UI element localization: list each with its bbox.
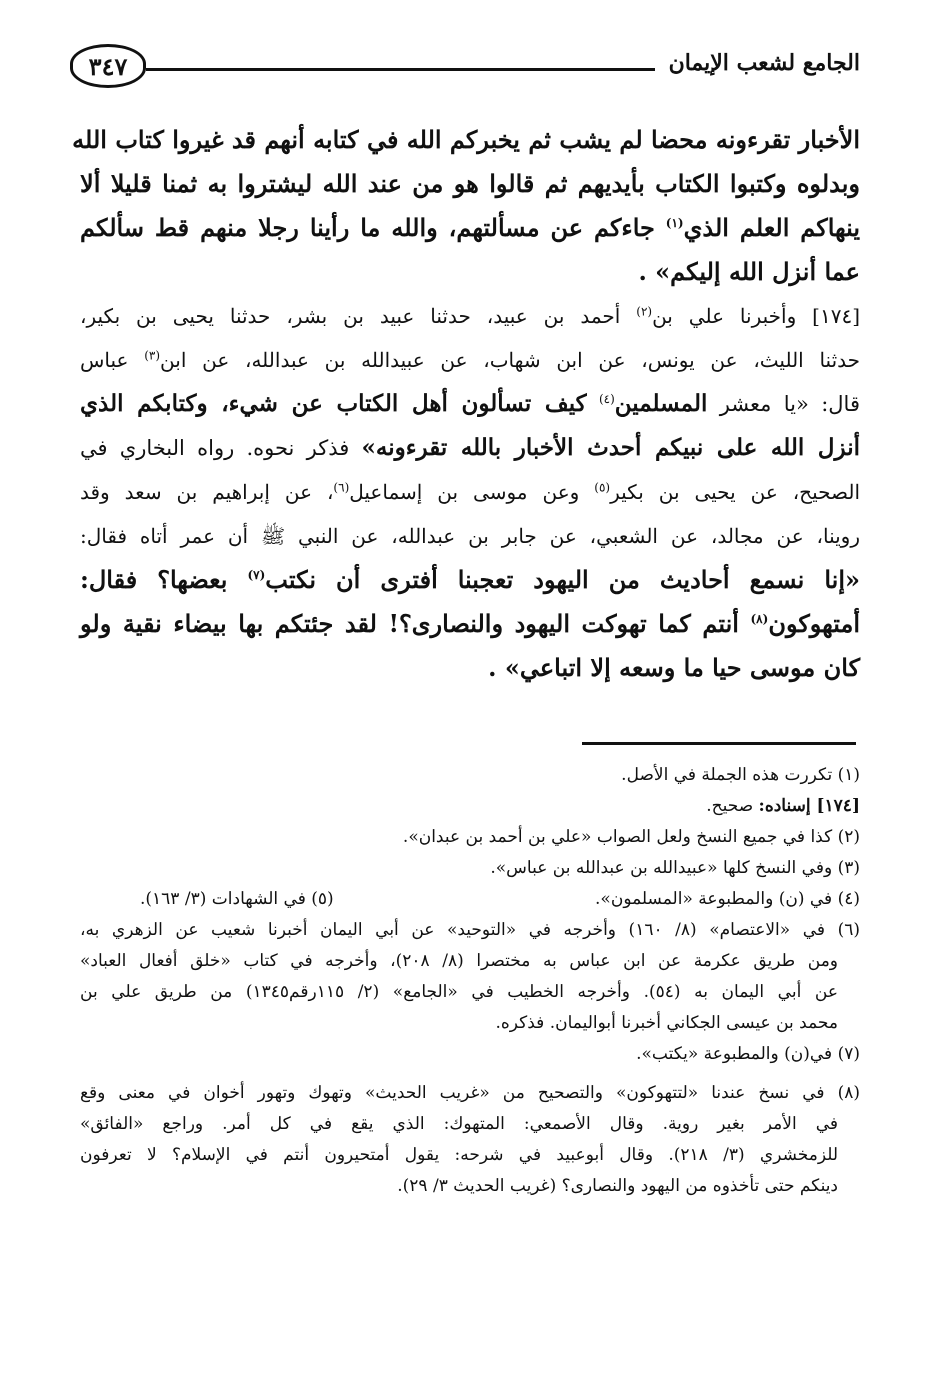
footnote-3: (٣) وفي النسخ كلها «عبيدالله بن عبدالله بن عباس».	[490, 858, 860, 878]
text-line	[80, 338, 860, 382]
text-segment: ينهاكم العلم الذي	[683, 213, 861, 242]
footnote-2: (٢) كذا في جميع النسخ ولعل الصواب «علي بن أحمد بن عبدان».	[402, 827, 860, 847]
text-segment: فذكر نحوه. رواه البخاري في	[80, 436, 350, 460]
footnotes	[80, 760, 860, 1202]
spacer	[80, 1070, 860, 1078]
footnote-8-line: (٨) في نسخ عندنا «لتتهوكون» والتصحيح من «غريب الحديث» وتهوك وتهور أخوان في معنى وقع	[80, 1083, 860, 1103]
footnote-1: (١) تكررت هذه الجملة في الأصل.	[621, 765, 860, 785]
text-line: كان موسى حيا ما وسعه إلا اتباعي» .	[488, 653, 860, 682]
running-title: الجامع لشعب الإيمان	[668, 50, 860, 76]
footnote-4: (٤) في (ن) والمطبوعة «المسلمون».	[595, 889, 860, 909]
text-line	[80, 206, 860, 250]
text-segment: بعضها؟ فقال:	[80, 565, 228, 594]
footnote-ref[interactable]: (١)	[665, 216, 684, 230]
footnote-pair	[80, 884, 860, 915]
text-segment: وعن موسى بن إسماعيل	[349, 480, 580, 504]
footnote-8-line: في الأمر بغير روية. وقال الأصمعي: المتهوك: الذي يقع في كل أمر. وراجع «الفائق»	[80, 1114, 838, 1134]
text-line	[80, 382, 860, 426]
footnote-ref[interactable]: (٢)	[636, 304, 653, 319]
text-segment: المسلمين	[614, 390, 708, 417]
footnote-8-line: دينكم حتى تأخذوه من اليهود والنصارى؟ (غريب الحديث ٣/ ٢٩).	[397, 1176, 838, 1196]
text-line	[80, 602, 860, 646]
text-segment: أحمد بن عبيد، حدثنا عبيد بن بشر، حدثنا يحيى بن بكير،	[80, 304, 621, 328]
footnote-8-line: للزمخشري (٣/ ٢١٨). وقال أبوعبيد في شرحه: يقول أمتحيرون أنتم في الإسلام؟ لا تعرفون	[80, 1145, 839, 1165]
text-line: وبدلوه وكتبوا الكتاب بأيديهم ثم قالوا هو من عند الله ليشتروا به ثمنا قليلا ألا	[80, 169, 860, 198]
text-segment: ، عن إبراهيم بن سعد وقد	[80, 480, 334, 504]
text-segment: أنتم كما تهوكت اليهود والنصارى؟! لقد جئتكم بها بيضاء نقية ولو	[80, 609, 739, 638]
text-line	[80, 558, 860, 602]
text-segment: حدثنا الليث، عن يونس، عن ابن شهاب، عن عبيدالله بن عبدالله، عن ابن	[160, 348, 860, 372]
footnote-174	[80, 791, 860, 822]
footnote-5: (٥) في الشهادات (٣/ ١٦٣).	[140, 889, 334, 909]
footnote-ref[interactable]: (٨)	[750, 612, 769, 626]
text-line: عما أنزل الله إليكم» .	[638, 257, 860, 286]
text-line: روينا، عن مجالد، عن الشعبي، عن جابر بن عبدالله، عن النبي ﷺ أن عمر أتاه فقال:	[80, 524, 860, 548]
text-segment: [١٧٤] وأخبرنا علي بن	[652, 304, 861, 328]
main-text	[72, 118, 861, 690]
text-segment: جاءكم عن مسألتهم، والله ما رأينا رجلا منهم قط سألكم	[80, 213, 655, 242]
footnote-ref[interactable]: (٥)	[594, 480, 611, 495]
footnote-ref[interactable]: (٤)	[598, 392, 615, 406]
footnote-ref[interactable]: (٧)	[247, 568, 266, 582]
footnote-6-line: (٦) في «الاعتصام» (٨/ ١٦٠) وأخرجه في «التوحيد» عن أبي اليمان أخبرنا شعيب عن الزهري به،	[80, 920, 861, 940]
text-segment: الصحيح، عن يحيى بن بكير	[610, 480, 861, 504]
footnote-6-line: عن أبي اليمان به (٥٤). وأخرجه الخطيب في «الجامع» (٢/ ١١٥رقم١٣٤٥) من طريق علي بن	[80, 982, 838, 1002]
footnote-6-line: محمد بن عيسى الجكاني أخبرنا أبواليمان. فذكره.	[495, 1013, 838, 1033]
text-line	[80, 426, 860, 470]
text-line: الأخبار تقرءونه محضا لم يشب ثم يخبركم الله في كتابه أنهم قد غيروا كتاب الله	[72, 125, 860, 154]
footnote-ref[interactable]: (٣)	[144, 348, 161, 363]
text-segment: عباس	[80, 348, 129, 372]
text-segment: أنزل الله على نبيكم أحدث الأخبار بالله تقرءونه»	[361, 434, 860, 461]
text-segment: صحيح.	[706, 796, 754, 816]
text-line	[80, 294, 860, 338]
page-header	[70, 40, 860, 100]
header-rule	[146, 68, 655, 71]
footnote-7: (٧) في(ن) والمطبوعة «يكتب».	[636, 1044, 860, 1064]
text-segment: [١٧٤] إسناده:	[758, 796, 860, 816]
footnote-separator	[582, 742, 856, 745]
text-segment: قال: «يا معشر	[719, 392, 860, 416]
page-number: ٣٤٧	[70, 44, 146, 88]
footnote-6-line: ومن طريق عكرمة عن ابن عباس به مختصرا (٨/ ٢٠٨)، وأخرجه في كتاب «خلق أفعال العباد»	[80, 951, 839, 971]
text-segment: أمتهوكون	[768, 609, 860, 638]
text-segment: كيف تسألون أهل الكتاب عن شيء، وكتابكم الذي	[80, 390, 587, 417]
text-line	[80, 470, 860, 514]
footnote-ref[interactable]: (٦)	[333, 480, 350, 495]
text-segment: «إنا نسمع أحاديث من اليهود تعجبنا أفترى أن نكتب	[265, 565, 860, 594]
